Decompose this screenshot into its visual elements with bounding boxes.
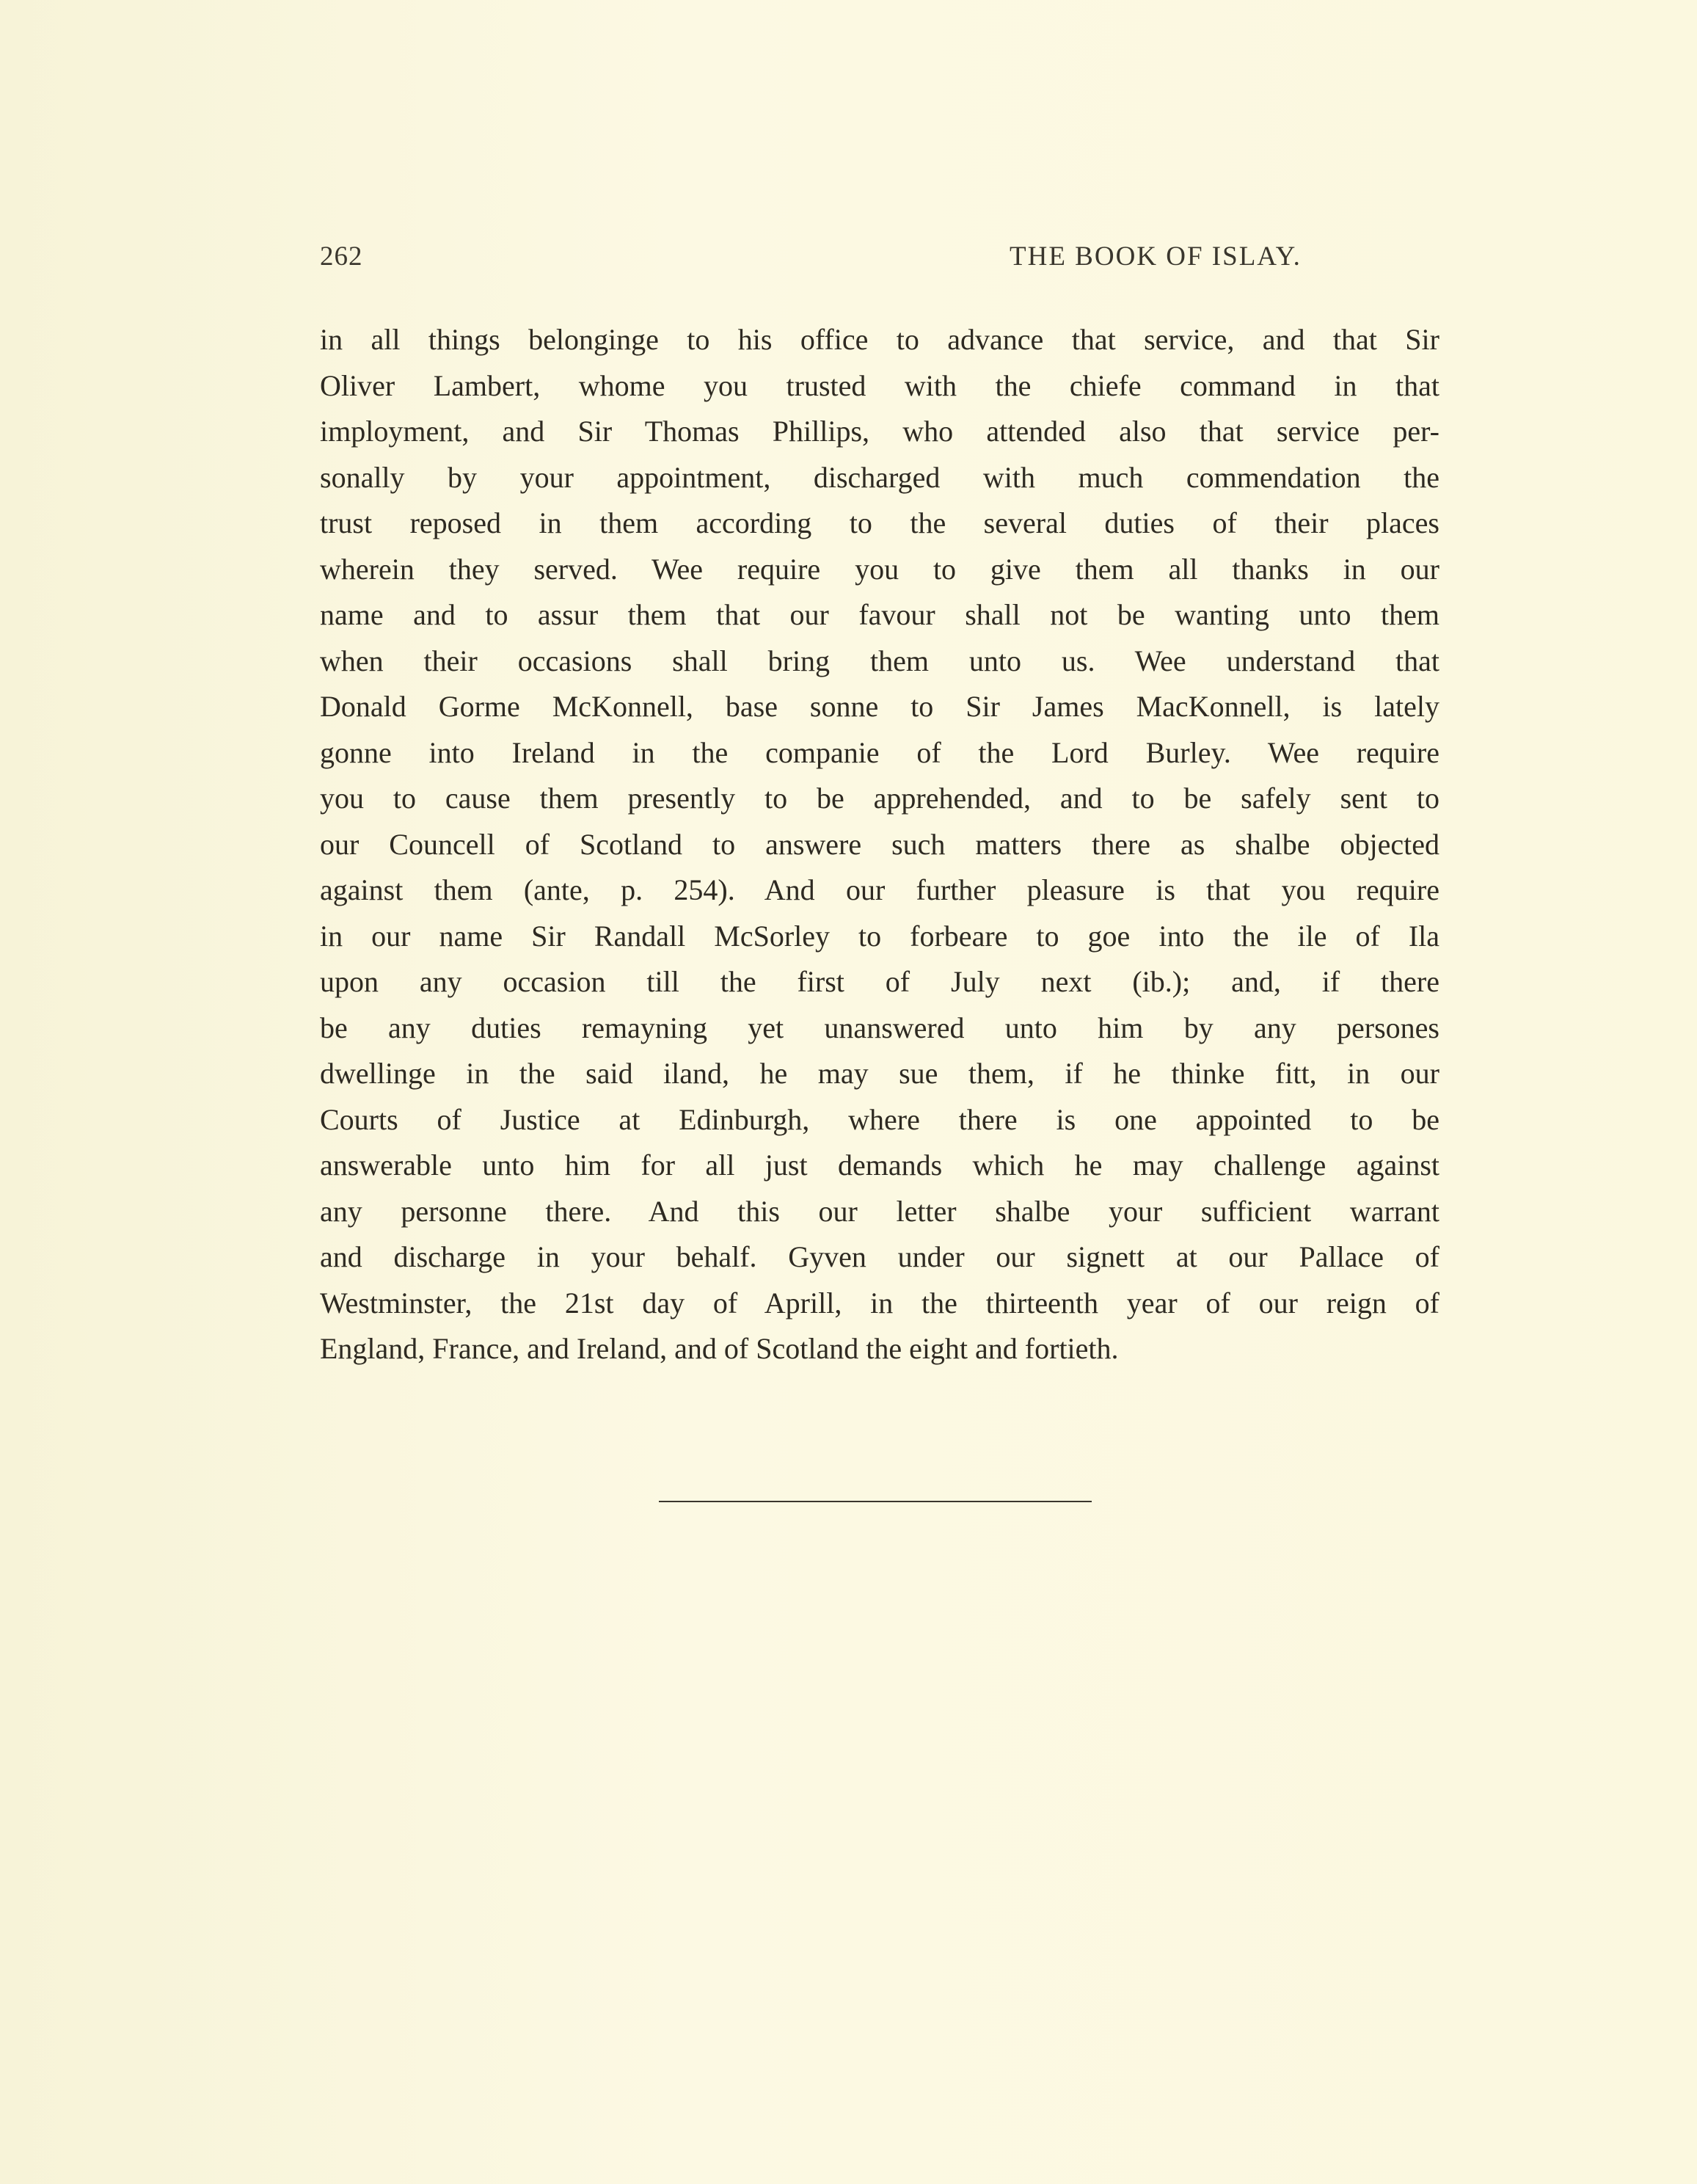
text-line: England, France, and Ireland, and of Scotland the eight and fortieth. xyxy=(320,1332,1119,1365)
text-line: upon any occasion till the first of July next (ib.); and, if there xyxy=(320,965,1439,998)
text-line: Courts of Justice at Edinburgh, where there is one appointed to be xyxy=(320,1102,1439,1136)
text-line: any personne there. And this our letter shalbe your sufficient warrant xyxy=(320,1194,1439,1228)
section-divider xyxy=(659,1501,1092,1502)
text-line: gonne into Ireland in the companie of the Lord Burley. Wee require xyxy=(320,735,1439,769)
text-line: wherein they served. Wee require you to give them all thanks in our xyxy=(320,552,1439,586)
running-head xyxy=(320,241,1439,277)
text-line: trust reposed in them according to the several duties of their places xyxy=(320,506,1439,539)
text-line: in our name Sir Randall McSorley to forbeare to goe into the ile of Ila xyxy=(320,919,1439,953)
text-line: when their occasions shall bring them unto us. Wee understand that xyxy=(320,644,1439,677)
text-line: you to cause them presently to be apprehended, and to be safely sent to xyxy=(320,782,1439,815)
book-title: THE BOOK OF ISLAY. xyxy=(1010,241,1302,272)
text-line: imployment, and Sir Thomas Phillips, who attended also that service per- xyxy=(320,415,1439,448)
text-line: be any duties remayning yet unanswered unto him by any persones xyxy=(320,1011,1439,1044)
text-line: dwellinge in the said iland, he may sue them, if he thinke fitt, in our xyxy=(320,1057,1439,1090)
text-line: our Councell of Scotland to answere such matters there as shalbe objected xyxy=(320,827,1439,861)
text-line: answerable unto him for all just demands which he may challenge against xyxy=(320,1149,1439,1182)
text-line: sonally by your appointment, discharged with much commendation the xyxy=(320,460,1439,494)
text-line: Donald Gorme McKonnell, base sonne to Sir James MacKonnell, is lately xyxy=(320,690,1439,723)
page-number: 262 xyxy=(320,241,363,272)
text-line: in all things belonginge to his office to advance that service, and that Sir xyxy=(320,323,1439,356)
text-line: Oliver Lambert, whome you trusted with the chiefe command in that xyxy=(320,368,1439,402)
text-line: and discharge in your behalf. Gyven under our signett at our Pallace of xyxy=(320,1240,1439,1273)
text-line: name and to assur them that our favour shall not be wanting unto them xyxy=(320,598,1439,631)
text-line: against them (ante, p. 254). And our further pleasure is that you require xyxy=(320,873,1439,906)
text-line: Westminster, the 21st day of Aprill, in the thirteenth year of our reign of xyxy=(320,1286,1439,1320)
body-text xyxy=(320,317,1439,1372)
